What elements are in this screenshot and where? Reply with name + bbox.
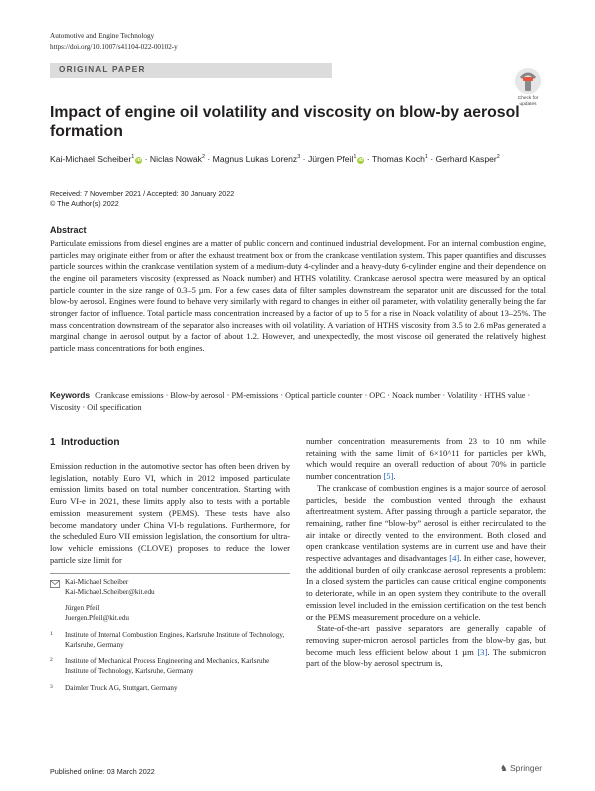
author-separator: ·: [205, 154, 213, 164]
check-for-updates-label[interactable]: Check for updates: [517, 96, 539, 107]
author-name[interactable]: Gerhard Kasper: [435, 154, 497, 164]
author-affiliation-number: 1: [353, 154, 357, 161]
corresponding-authors: [65, 577, 305, 623]
author-separator: ·: [142, 154, 150, 164]
journal-name: Automotive and Engine Technology: [50, 32, 155, 40]
article-dates: [50, 189, 234, 209]
section-title: Introduction: [61, 437, 120, 448]
publisher-logo: [500, 763, 542, 774]
contact-name: Jürgen Pfeil: [65, 604, 100, 612]
article-title: Impact of engine oil volatility and viscosity on blow-by aerosol formation: [50, 104, 520, 140]
doi-link[interactable]: https://doi.org/10.1007/s41104-022-00102-y: [50, 43, 178, 51]
contact-email[interactable]: Kai-Michael.Scheiber@kit.edu: [65, 588, 155, 596]
paragraph: number concentration measurements from 23 to 10 nm while retaining with the same limit of 6×10^11 for particles per kWh, which would require an overall reduction of about 70% in particle number concentration [5].: [306, 436, 546, 482]
author-name[interactable]: Jürgen Pfeil: [307, 154, 354, 164]
footnote-divider: [50, 573, 290, 574]
article-type-label: ORIGINAL PAPER: [59, 65, 146, 74]
author-separator: ·: [364, 154, 372, 164]
author-affiliation-number: 3: [297, 154, 301, 161]
citation-link[interactable]: [3]: [477, 646, 488, 657]
keywords-label: Keywords: [50, 390, 91, 400]
author-name[interactable]: Thomas Koch: [371, 154, 425, 164]
citation-link[interactable]: [5]: [383, 471, 394, 482]
abstract-heading: Abstract: [50, 225, 87, 235]
author-affiliation-number: 2: [496, 154, 500, 161]
received-accepted: Received: 7 November 2021 / Accepted: 30 January 2022: [50, 189, 235, 198]
contact-name: Kai-Michael Scheiber: [65, 578, 129, 586]
paragraph: State-of-the-art passive separators are generally capable of removing super-micron aerosol particles from the blow-by gas, but become much less efficient below about 1 µm [3]. The submicron part of the blow-by aerosol spectrum is,: [306, 623, 547, 669]
orcid-icon[interactable]: iD: [136, 158, 142, 163]
copyright-notice: © The Author(s) 2022: [50, 199, 119, 208]
author-affiliation-number: 1: [131, 154, 135, 161]
author-affiliation-number: 1: [424, 154, 428, 161]
section-number: 1: [50, 437, 56, 448]
author-list: [50, 154, 570, 164]
author-separator: ·: [427, 154, 436, 164]
left-column: [50, 461, 290, 566]
springer-horse-icon: ♞: [500, 763, 508, 773]
publisher-name: Springer: [510, 763, 543, 773]
paragraph: Emission reduction in the automotive sector has often been driven by legislation, notably Euro VI, which in 2012 imposed particulate emission limits based on total number concentration. Starting with Euro VI-e in 2021, these limits apply also to tests with a portable emission measurement system (PEMS). These tests have also become mandatory under China VI-b regulations. Furthermore, for the scheduled Euro VII emission legislation, the consortium for ultra-low vehicle emissions (CLOVE) proposes to reduce the lower particle size limit for: [50, 461, 290, 565]
author-affiliation-number: 2: [201, 154, 206, 161]
keywords: [50, 390, 546, 413]
author-separator: ·: [300, 154, 308, 164]
citation-link[interactable]: [4]: [449, 553, 460, 564]
paragraph: The crankcase of combustion engines is a major source of aerosol particles, beside the combustion vented through the exhaust aftertreatment system. After passing through a particle separator, the remaining, rather fine “blow-by” aerosol is either recirculated to the air intake or directly vented to the environment. Both closed and open crankcase ventilation systems are in current use and have their respective advantages and disadvantages [4]. In either case, however, the additional burden of oily crankcase aerosol represents a problem: In a closed system the particles can cause critical engine components to deteriorate, while in an open system they contribute to the overall emission level included in the emission certification on the test bench or the PEMS measurement procedure on a vehicle.: [306, 482, 547, 622]
contact-email[interactable]: Juergen.Pfeil@kit.edu: [65, 614, 129, 622]
article-type-banner: [50, 63, 332, 78]
author-name[interactable]: Niclas Nowak: [149, 154, 202, 164]
section-heading-introduction: [50, 437, 119, 448]
published-date: Published online: 03 March 2022: [50, 767, 155, 776]
right-column: [306, 436, 546, 670]
author-name[interactable]: Kai-Michael Scheiber: [50, 154, 132, 164]
author-name[interactable]: Magnus Lukas Lorenz: [212, 154, 298, 164]
keywords-text: Crankcase emissions · Blow-by aerosol · PM-emissions · Optical particle counter · OPC · Noack number · Volatility · HTHS value · Viscosity · Oil specification: [50, 391, 531, 412]
journal-header: [50, 31, 178, 53]
orcid-icon[interactable]: iD: [358, 158, 364, 163]
check-for-updates-icon[interactable]: [512, 66, 544, 96]
abstract-text: Particulate emissions from diesel engines are a matter of public concern and continued industrial development. For an internal combustion engine, particles may originate either from or after the exhaust treatment box or from the crankcase ventilation system. This paper quantifies and discusses particle sources within the crankcase ventilation system of a medium-duty 4-cylinder and a heavy-duty 6-cylinder engine and their dependence on the engine oil parameters viscosity (expressed as Noack number) and HTHS volatility. Crankcase aerosol spectra were measured by an optical particle counter in the size range of 0.3–5 µm. For a few cases data of filter samples downstream the separator unit are discussed for the total blow-by aerosol. Engines were found to behave very similarly with regard to changes in either oil parameter, with volatility generally being the far stronger factor of influence. Total particle mass concentration increased by a factor of up to 5 for a rise in Noack volatility of about 13–25%. The mass concentration downstream of the separator also increases with oil volatility. A variation of HTHS viscosity from 3.5 to 2.6 mPas generated a marginal change in aerosol output by a factor of about 1.2. However, and unexpectedly, the most viscose oil generated the relatively highest particle mass concentrations for both engines.: [50, 238, 546, 353]
envelope-icon: [50, 580, 60, 590]
